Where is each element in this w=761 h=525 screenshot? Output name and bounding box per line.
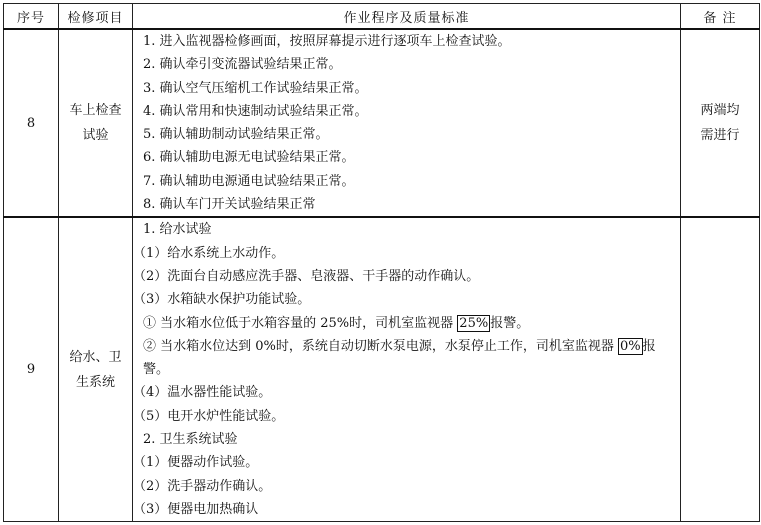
procedure-line: （5）电开水炉性能试验。 [133, 408, 285, 424]
procedure-line: （2）洗面台自动感应洗手器、皂液器、干手器的动作确认。 [133, 268, 480, 284]
procedure-line: 8. 确认车门开关试验结果正常 [143, 197, 316, 213]
item-name-line: 试验 [82, 128, 109, 144]
remark-line: 需进行 [700, 128, 740, 144]
procedure-line: 5. 确认辅助制动试验结果正常。 [143, 127, 329, 143]
table-row [4, 217, 760, 521]
remark-cell [681, 217, 760, 521]
procedure-cell [133, 217, 681, 521]
procedure-line: 2. 确认牵引变流器试验结果正常。 [143, 57, 342, 73]
procedure-line: 3. 确认空气压缩机工作试验结果正常。 [143, 80, 368, 96]
maintenance-spec-table [3, 3, 760, 522]
procedure-line [133, 312, 680, 335]
header-procedure: 作业程序及质量标准 [133, 4, 681, 30]
procedure-line: （2）洗手器动作确认。 [133, 478, 272, 494]
header-row [4, 4, 760, 30]
header-no: 序号 [4, 4, 59, 30]
item-name [59, 29, 133, 217]
item-name-line: 生系统 [75, 374, 115, 390]
item-name [59, 217, 133, 521]
procedure-line: （3）便器电加热确认 [133, 501, 259, 517]
header-note: 备 注 [681, 4, 760, 30]
procedure-line: 1. 进入监视器检修画面，按照屏幕提示进行逐项车上检查试验。 [143, 34, 511, 49]
procedure-line: 7. 确认辅助电源通电试验结果正常。 [143, 173, 355, 189]
text-segment: 报警。 [490, 315, 530, 331]
row-number: 9 [4, 217, 59, 521]
procedure-cell [133, 29, 681, 217]
row-number: 8 [4, 29, 59, 217]
boxed-display-value: 25% [459, 315, 489, 331]
procedure-line: （1）便器动作试验。 [133, 455, 259, 471]
text-segment: ① 当水箱水位低于水箱容量的 25%时，司机室监视器 [143, 315, 458, 331]
procedure-line: （1）给水系统上水动作。 [133, 245, 285, 261]
item-name-line: 车上检查 [69, 103, 122, 119]
boxed-display-value: 0% [620, 338, 641, 354]
text-segment: 报警。 [143, 338, 656, 378]
procedure-line: 1. 给水试验 [143, 222, 212, 238]
procedure-line: （4）温水器性能试验。 [133, 385, 272, 401]
procedure-line: 2. 卫生系统试验 [143, 432, 238, 448]
text-segment: ② 当水箱水位达到 0%时，系统自动切断水泵电源，水泵停止工作，司机室监视器 [143, 338, 619, 354]
procedure-line: （3）水箱缺水保护功能试验。 [133, 292, 311, 308]
procedure-line [133, 335, 680, 382]
header-item: 检修项目 [59, 4, 133, 30]
procedure-line: 6. 确认辅助电源无电试验结果正常。 [143, 150, 355, 166]
procedure-line: 4. 确认常用和快速制动试验结果正常。 [143, 103, 368, 119]
remark-line: 两端均 [700, 103, 740, 119]
item-name-line: 给水、卫 [69, 349, 122, 365]
remark-cell [681, 29, 760, 217]
table-row [4, 29, 760, 217]
